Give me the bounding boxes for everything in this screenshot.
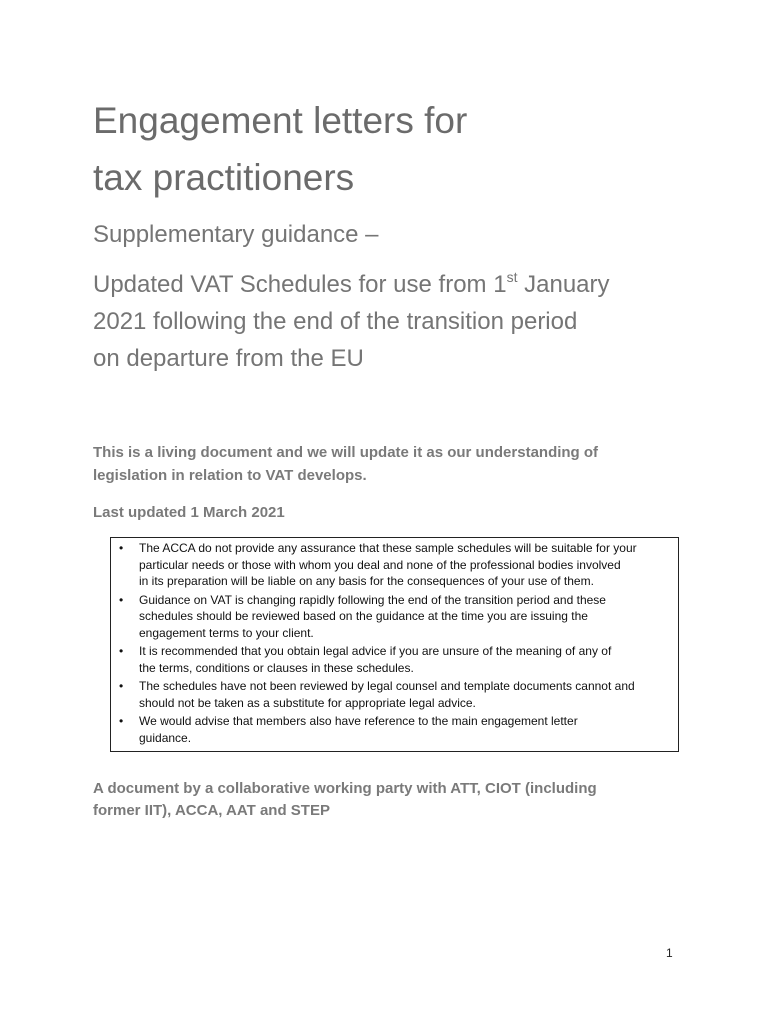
page-number: 1 [666, 946, 673, 960]
document-title [93, 92, 693, 206]
living-note-line-1: This is a living document and we will update it as our understanding of [93, 444, 599, 461]
last-updated-date: Last updated 1 March 2021 [93, 504, 285, 521]
disclaimer-line: Guidance on VAT is changing rapidly following the end of the transition period and these [139, 592, 606, 607]
updated-heading-line-3: on departure from the EU [93, 345, 364, 372]
disclaimer-line: guidance. [139, 730, 192, 745]
bullet-icon: • [119, 592, 124, 607]
collaboration-statement [93, 778, 693, 822]
disclaimer-box [110, 537, 679, 752]
living-note-line-2: legislation in relation to VAT develops. [93, 467, 367, 484]
collaboration-line-1: A document by a collaborative working party with ATT, CIOT (including [93, 780, 597, 797]
disclaimer-line: the terms, conditions or clauses in these schedules. [139, 660, 414, 675]
updated-schedules-heading [93, 266, 713, 377]
bullet-icon: • [119, 679, 124, 693]
disclaimer-item [117, 643, 672, 676]
disclaimer-line: The schedules have not been reviewed by legal counsel and template documents cannot and [139, 679, 635, 693]
disclaimer-list [117, 540, 672, 746]
collaboration-line-2: former IIT), ACCA, AAT and STEP [93, 802, 330, 819]
disclaimer-line: We would advise that members also have reference to the main engagement letter [139, 714, 578, 728]
disclaimer-line: particular needs or those with whom you deal and none of the professional bodies involved [139, 557, 621, 572]
bullet-icon: • [119, 644, 124, 658]
title-line-2: tax practitioners [93, 157, 355, 198]
disclaimer-line: should not be taken as a substitute for appropriate legal advice. [139, 695, 476, 710]
bullet-icon: • [119, 541, 124, 555]
living-document-note [93, 441, 693, 487]
document-subtitle: Supplementary guidance – [93, 221, 379, 248]
disclaimer-item [117, 540, 672, 590]
ordinal-suffix: st [506, 269, 518, 285]
bullet-icon: • [119, 714, 124, 728]
disclaimer-line: It is recommended that you obtain legal advice if you are unsure of the meaning of any of [139, 644, 612, 658]
disclaimer-item [117, 713, 672, 746]
disclaimer-line: engagement terms to your client. [139, 625, 314, 640]
title-line-1: Engagement letters for [93, 100, 468, 141]
disclaimer-line: schedules should be reviewed based on the guidance at the time you are issuing the [139, 609, 588, 623]
updated-heading-line-1 [93, 266, 713, 303]
updated-heading-line-1-tail: January [517, 271, 610, 298]
disclaimer-line: in its preparation will be liable on any basis for the consequences of your use of them. [139, 574, 594, 588]
disclaimer-line: The ACCA do not provide any assurance that these sample schedules will be suitable for your [139, 541, 637, 555]
updated-heading-line-2: 2021 following the end of the transition period [93, 308, 578, 335]
updated-heading-line-1-text: Updated VAT Schedules for use from 1 [93, 271, 507, 298]
disclaimer-item [117, 678, 672, 711]
disclaimer-item [117, 592, 672, 642]
